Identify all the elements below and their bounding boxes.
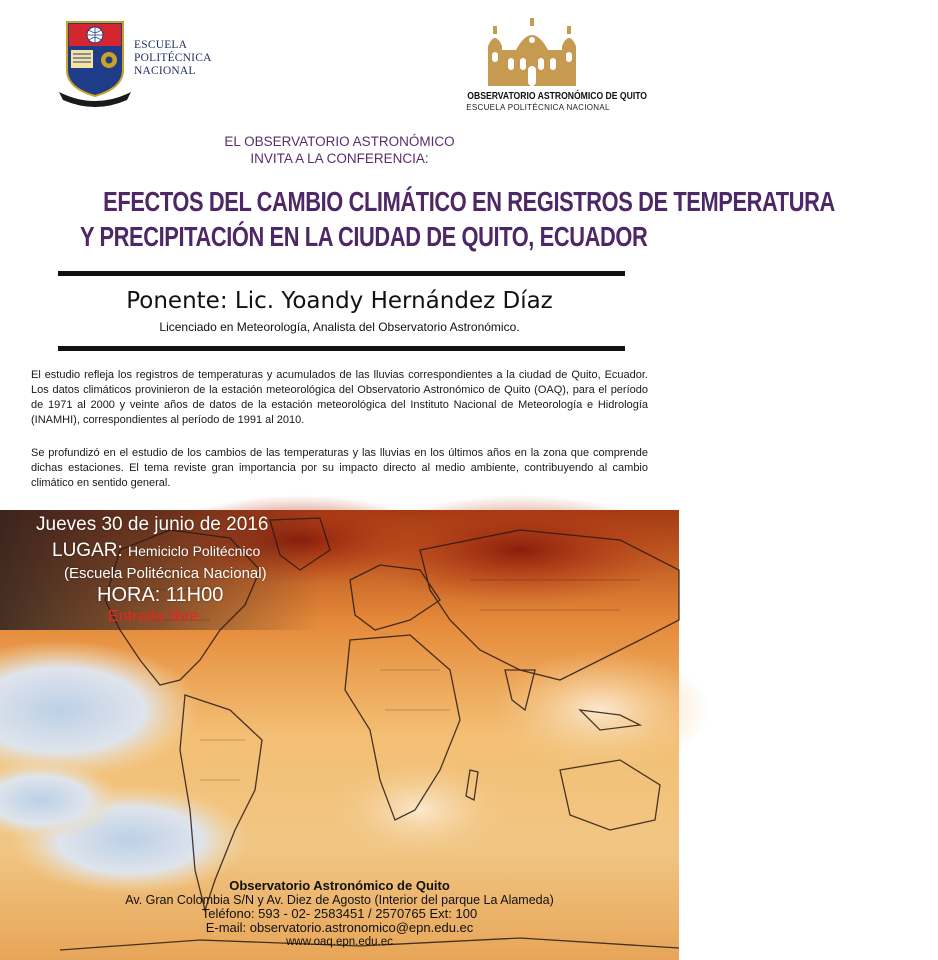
oaq-title: OBSERVATORIO ASTRONÓMICO DE QUITO (467, 90, 648, 102)
speaker-label: Ponente: (126, 288, 228, 314)
contact-website[interactable]: www.oaq.epn.edu.ec (286, 936, 393, 948)
event-place-value: Hemiciclo Politécnico (128, 543, 261, 559)
speaker-name: Lic. Yoandy Hernández Díaz (234, 288, 553, 314)
description-paragraph-2: Se profundizó en el estudio de los cambios de las temperaturas y las lluvias en los últimos años en la zona que comprende dichas estaciones. El tema reviste gran importancia por su impacto directo al medio ambiente, contribuyendo al cambio climático en sentido general. (31, 447, 648, 489)
speaker (0, 287, 679, 315)
event-place (52, 540, 260, 562)
contact-email[interactable]: E-mail: observatorio.astronomico@epn.edu.ec (205, 920, 474, 935)
contact-address: Av. Gran Colombia S/N y Av. Diez de Agosto (Interior del parque La Alameda) (125, 893, 554, 907)
epn-name-line-1: ESCUELA (134, 39, 188, 51)
event-place-label: LUGAR: (52, 540, 123, 561)
event-admission: Entrada libre (108, 608, 199, 625)
epn-name-line-2: POLITÉCNICA (134, 52, 212, 64)
observatory-building-logo-icon (484, 16, 580, 88)
speaker-role: Licenciado en Meteorología, Analista del Observatorio Astronómico. (159, 320, 520, 334)
contact-organization: Observatorio Astronómico de Quito (229, 878, 450, 893)
conference-title-line-2 (0, 221, 679, 253)
contact-phone: Teléfono: 593 - 02- 2583451 / 2570765 Ext: 100 (201, 906, 478, 921)
event-date: Jueves 30 de junio de 2016 (36, 514, 269, 535)
conference-title-line-1 (0, 186, 835, 218)
epn-name (134, 39, 212, 78)
divider-top (58, 271, 625, 276)
conference-title-text-2: Y PRECIPITACIÓN EN LA CIUDAD DE QUITO, ECUADOR (80, 221, 648, 252)
description-paragraph-1: El estudio refleja los registros de temperaturas y acumulados de las lluvias correspondientes a la ciudad de Quito, Ecuador. Los datos climáticos provinieron de la estación meteorológica del Observatorio Astronómico de Quito (OAQ), para el período de 1971 al 2000 y veinte años de datos de la estación meteorológica del Instituto Nacional de Meteorología e Hidrología (INAMHI), correspondientes al período de 1991 al 2010. (31, 369, 648, 426)
invite-line-2: INVITA A LA CONFERENCIA: (250, 151, 429, 166)
event-time: HORA: 11H00 (97, 584, 224, 606)
invite-line-1: EL OBSERVATORIO ASTRONÓMICO (224, 134, 455, 149)
divider-bottom (58, 346, 625, 351)
epn-shield-logo-icon (55, 18, 135, 108)
epn-name-line-3: NACIONAL (134, 65, 196, 77)
conference-title-text-1: EFECTOS DEL CAMBIO CLIMÁTICO EN REGISTROS DE TEMPERATURA (103, 186, 835, 217)
event-institution: (Escuela Politécnica Nacional) (64, 565, 267, 582)
oaq-subtitle: ESCUELA POLITÉCNICA NACIONAL (466, 103, 610, 112)
